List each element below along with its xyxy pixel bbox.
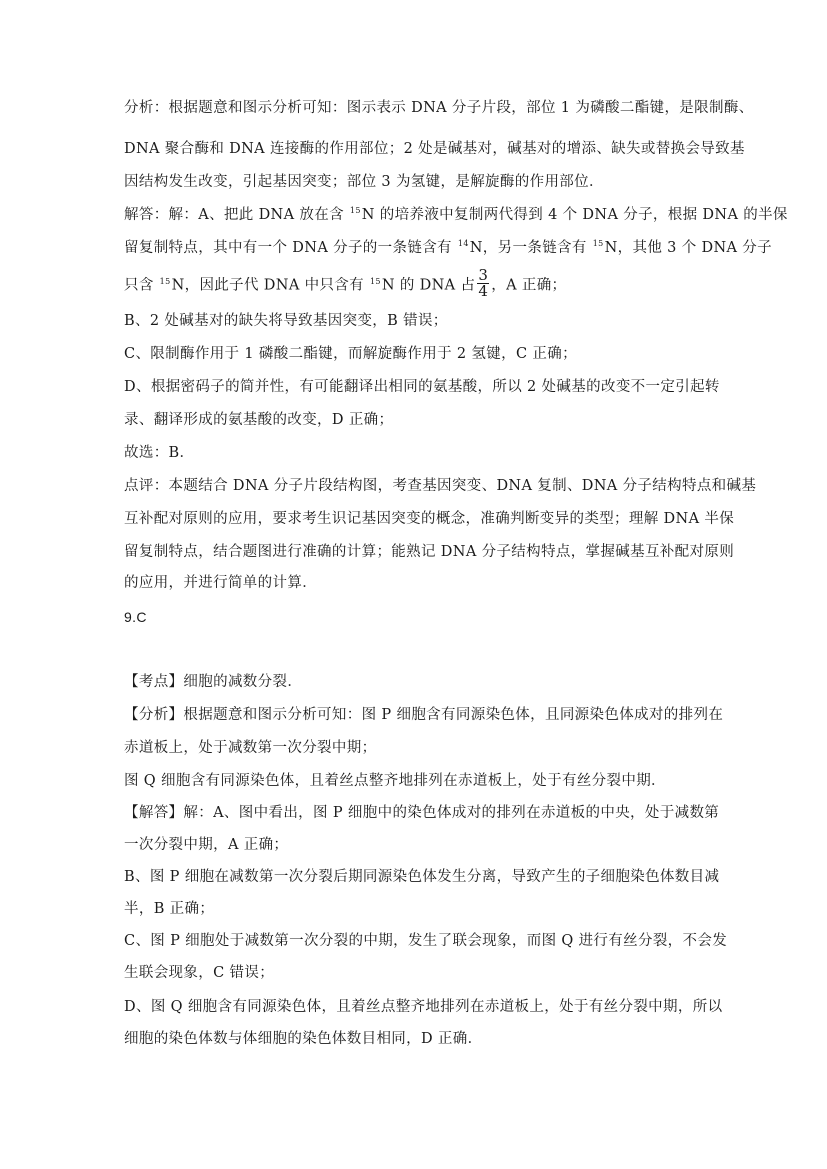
answer-line-1 bbox=[124, 205, 788, 227]
comment-line-4: 的应用，并进行简单的计算． bbox=[124, 575, 318, 591]
q9-analysis-line-1: 【分析】根据题意和图示分析可知：图 P 细胞含有同源染色体，且同源染色体成对的排列在 bbox=[124, 707, 724, 723]
comment-line-1: 点评：本题结合 DNA 分子片段结构图，考查基因突变、DNA 复制、DNA 分子结构特点和碱基 bbox=[124, 478, 757, 494]
option-d-line-1: D、根据密码子的简并性，有可能翻译出相同的氨基酸，所以 2 处碱基的改变不一定引起转 bbox=[124, 379, 720, 395]
q9-answer-line-1: 【解答】解：A、图中看出，图 P 细胞中的染色体成对的排列在赤道板的中央，处于减数第 bbox=[124, 805, 720, 821]
analysis-line-3: 因结构发生改变，引起基因突变；部位 3 为氢键，是解旋酶的作用部位． bbox=[124, 174, 604, 190]
answer-text: N，其他 3 个 DNA 分子 bbox=[604, 240, 772, 256]
answer-text: 只含 bbox=[124, 277, 159, 294]
answer-text: N 的 DNA 占 bbox=[381, 277, 476, 294]
comment-line-2: 互补配对原则的应用，要求考生识记基因突变的概念，准确判断变异的类型；理解 DNA 半保 bbox=[124, 511, 735, 527]
answer-line-2 bbox=[124, 238, 772, 260]
option-d-line-2: 录、翻译形成的氨基酸的改变，D 正确； bbox=[124, 412, 394, 428]
option-b-line: B、2 处碱基对的缺失将导致基因突变，B 错误； bbox=[124, 313, 448, 329]
q9-option-b-line-1: B、图 P 细胞在减数第一次分裂后期同源染色体发生分离，导致产生的子细胞染色体数目减 bbox=[124, 869, 720, 885]
answer-text: ，A 正确； bbox=[491, 277, 567, 294]
fraction bbox=[477, 268, 489, 299]
option-c-line: C、限制酶作用于 1 磷酸二酯键，而解旋酶作用于 2 氢键，C 正确； bbox=[124, 346, 577, 362]
choice-line: 故选：B． bbox=[124, 445, 195, 461]
answer-text: 解答：解：A、把此 DNA 放在含 bbox=[124, 207, 349, 223]
answer-text: N 的培养液中复制两代得到 4 个 DNA 分子，根据 DNA 的半保 bbox=[361, 207, 788, 223]
isotope-superscript: 14 bbox=[457, 239, 469, 248]
analysis-line-2: DNA 聚合酶和 DNA 连接酶的作用部位；2 处是碱基对，碱基对的增添、缺失或替换会导致基 bbox=[124, 141, 745, 157]
isotope-superscript: 15 bbox=[349, 206, 361, 215]
question-9-number: 9.C bbox=[124, 609, 147, 625]
answer-text: 留复制特点，其中有一个 DNA 分子的一条链含有 bbox=[124, 240, 457, 256]
answer-text: N，因此子代 DNA 中只含有 bbox=[171, 277, 369, 294]
q9-option-c-line-1: C、图 P 细胞处于减数第一次分裂的中期，发生了联会现象，而图 Q 进行有丝分裂，不会发 bbox=[124, 933, 728, 949]
q9-option-b-line-2: 半，B 正确； bbox=[124, 901, 215, 917]
isotope-superscript: 15 bbox=[369, 276, 381, 286]
comment-line-3: 留复制特点，结合题图进行准确的计算；能熟记 DNA 分子结构特点，掌握碱基互补配对原则 bbox=[124, 544, 735, 560]
q9-option-c-line-2: 生联会现象，C 错误； bbox=[124, 965, 275, 981]
isotope-superscript: 15 bbox=[592, 239, 604, 248]
q9-option-d-line-2: 细胞的染色体数与体细胞的染色体数目相同，D 正确． bbox=[124, 1031, 483, 1047]
q9-analysis-line-2: 赤道板上，处于减数第一次分裂中期； bbox=[124, 740, 377, 756]
answer-line-3 bbox=[124, 266, 567, 301]
q9-topic-line: 【考点】细胞的减数分裂． bbox=[124, 674, 303, 690]
isotope-superscript: 15 bbox=[159, 276, 171, 286]
q9-analysis-line-3: 图 Q 细胞含有同源染色体，且着丝点整齐地排列在赤道板上，处于有丝分裂中期． bbox=[124, 773, 666, 789]
fraction-denominator: 4 bbox=[478, 282, 489, 300]
fraction-numerator: 3 bbox=[478, 266, 489, 284]
answer-text: N，另一条链含有 bbox=[469, 240, 592, 256]
analysis-line-1: 分析：根据题意和图示分析可知：图示表示 DNA 分子片段，部位 1 为磷酸二酯键，是限制酶、 bbox=[124, 100, 754, 116]
q9-answer-line-2: 一次分裂中期，A 正确； bbox=[124, 837, 289, 853]
q9-option-d-line-1: D、图 Q 细胞含有同源染色体，且着丝点整齐地排列在赤道板上，处于有丝分裂中期，所以 bbox=[124, 999, 723, 1015]
